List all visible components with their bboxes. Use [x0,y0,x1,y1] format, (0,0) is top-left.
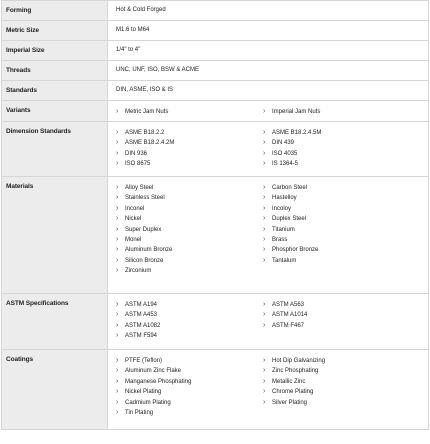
row-label: Forming [2,1,108,21]
list-item: › ASTM A1082 [116,321,263,331]
row-value [108,350,429,430]
list-item: › ASME B18.2.4.2M [116,138,263,148]
list-item: › Carbon Steel [263,183,410,193]
list-item: › DIN 936 [116,149,263,159]
row-value: M1.6 to M64 [108,21,429,41]
list-item: › Brass [263,235,410,245]
list-item: › Super Duplex [116,225,263,235]
row-label: Dimension Standards [2,122,108,177]
row-value [108,177,429,294]
list-item: › PTFE (Teflon) [116,356,263,366]
list-item: › Duplex Steel [263,214,410,224]
list-item: › ASTM A563 [263,300,410,310]
row-label: ASTM Specifications [2,294,108,350]
list-item: › Metallic Zinc [263,377,410,387]
list-item: › Monel [116,235,263,245]
list-item: › ASTM F467 [263,321,410,331]
table-row [2,177,429,294]
table-row [2,122,429,177]
row-value [108,294,429,350]
list-item: › ASTM A1014 [263,310,410,320]
row-value [108,101,429,122]
list-item: › ASTM A453 [116,310,263,320]
row-label: Threads [2,61,108,81]
list-item: › ISO 4035 [263,149,410,159]
table-row [2,101,429,122]
list-item: › IS 1364-5 [263,159,410,169]
table-row [2,21,429,41]
list-item: › ASME B18.2.2 [116,128,263,138]
row-value [108,122,429,177]
list-item: › Zinc Phosphating [263,366,410,376]
table-row [2,1,429,21]
row-label: Standards [2,81,108,101]
row-label: Coatings [2,350,108,430]
list-item: › DIN 439 [263,138,410,148]
list-item: › Titanium [263,225,410,235]
list-item: › Silver Plating [263,398,410,408]
list-item: › ASTM A194 [116,300,263,310]
list-item: › ASTM F594 [116,331,263,341]
list-item: › Incoloy [263,204,410,214]
list-item: › Imperial Jam Nuts [263,107,410,117]
list-item: › Tin Plating [116,408,263,418]
list-item: › ASME B18.2.4.5M [263,128,410,138]
list-item: › Metric Jam Nuts [116,107,263,117]
row-label: Materials [2,177,108,294]
list-item: › Manganese Phosphating [116,377,263,387]
list-item: › Stainless Steel [116,193,263,203]
list-item: › Hastelloy [263,193,410,203]
list-item: › ISO 8675 [116,159,263,169]
list-item: › Zirconium [116,266,263,276]
list-item: › Tantalum [263,256,410,266]
list-item: › Nickel [116,214,263,224]
table-row [2,294,429,350]
row-label: Metric Size [2,21,108,41]
list-item: › Aluminum Zinc Flake [116,366,263,376]
list-item: › Silicon Bronze [116,256,263,266]
list-item: › Phosphor Bronze [263,245,410,255]
table-row [2,61,429,81]
row-value: UNC, UNF, ISO, BSW & ACME [108,61,429,81]
list-item: › Chrome Plating [263,387,410,397]
row-label: Variants [2,101,108,122]
row-value: DIN, ASME, ISO & IS [108,81,429,101]
list-item: › Alloy Steel [116,183,263,193]
list-item: › Nickel Plating [116,387,263,397]
list-item: › Aluminum Bronze [116,245,263,255]
list-item: › Hot Dip Galvanizing [263,356,410,366]
table-row [2,41,429,61]
table-row [2,350,429,430]
table-row [2,81,429,101]
list-item: › Cadmium Plating [116,398,263,408]
row-label: Imperial Size [2,41,108,61]
list-item: › Inconel [116,204,263,214]
row-value: 1/4" to 4" [108,41,429,61]
row-value: Hot & Cold Forged [108,1,429,21]
specification-table [1,0,429,430]
